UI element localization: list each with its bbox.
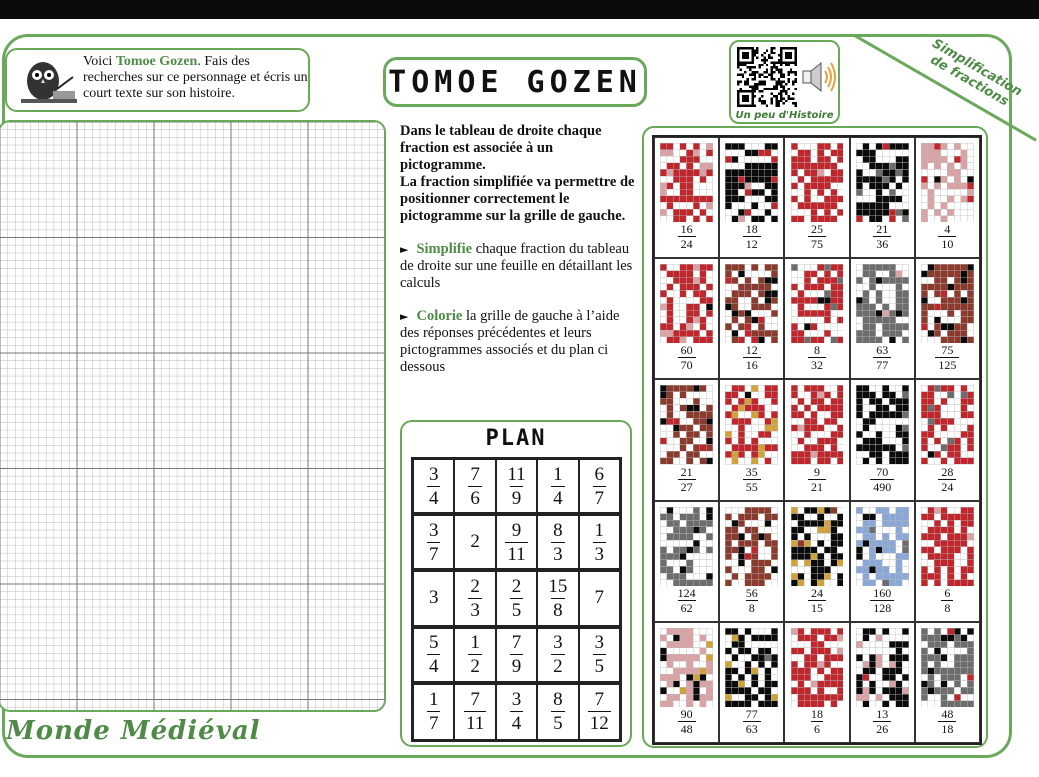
pictogram-cell — [719, 137, 784, 258]
pictogram-fraction: 48 18 — [938, 708, 956, 735]
pictogram-image — [921, 628, 974, 707]
pictogram-image — [660, 385, 713, 464]
pictogram-cell — [654, 501, 719, 622]
pictogram-cell — [654, 258, 719, 379]
pictogram-image — [791, 507, 844, 586]
owl-scholar-icon — [13, 55, 81, 107]
plan-cell: $\frac{8}{5}$ — [537, 684, 578, 740]
pictogram-image — [856, 385, 909, 464]
pictogram-fraction: 124 62 — [677, 585, 696, 615]
plan-cell: $\frac{2}{3}$ — [454, 571, 495, 627]
pictogram-fraction: 21 36 — [873, 223, 891, 250]
plan-cell: $\frac{3}{4}$ — [413, 459, 454, 515]
pictogram-fraction: 56 8 — [745, 585, 758, 615]
intro-box — [5, 48, 310, 112]
pictogram-cell — [719, 379, 784, 500]
pictogram-cell — [784, 501, 849, 622]
instruction-purpose: La fraction simplifiée va permettre de positionner correctement le pictogramme sur la grille de gauche. — [400, 174, 635, 224]
pictogram-image — [660, 507, 713, 586]
pictogram-fraction: 77 63 — [743, 708, 761, 735]
plan-cell: $\frac{3}{7}$ — [413, 515, 454, 571]
pictogram-cell — [654, 137, 719, 258]
pictogram-image — [660, 628, 713, 707]
coloring-grid[interactable] — [0, 120, 386, 712]
qr-code-icon[interactable] — [737, 47, 797, 107]
pictogram-cell — [719, 258, 784, 379]
pictogram-image — [791, 385, 844, 464]
pictogram-fraction: 25 75 — [808, 223, 826, 250]
pictogram-fraction: 60 70 — [678, 344, 696, 371]
pictogram-fraction: 6 8 — [941, 587, 953, 614]
pictogram-table — [652, 135, 982, 745]
plan-cell: $\frac{3}{5}$ — [579, 628, 620, 684]
plan-cell: $\frac{2}{5}$ — [496, 571, 537, 627]
qr-caption: Un peu d'Histoire — [735, 110, 834, 121]
pictogram-fraction: 16 24 — [678, 223, 696, 250]
pictogram-fraction: 13 26 — [873, 708, 891, 735]
pictogram-cell — [915, 622, 980, 743]
instruction-intro: Dans le tableau de droite chaque fraction est associée à un pictogramme. — [400, 123, 602, 173]
speaker-icon[interactable] — [799, 57, 839, 97]
instruction-color: ► Colorie la grille de gauche à l’aide des réponses précédentes et leurs pictogrammes associés et du plan ci dessous — [400, 308, 620, 375]
pictogram-image — [791, 264, 844, 343]
pictogram-image — [725, 507, 778, 586]
pictogram-fraction: 4 10 — [938, 223, 956, 250]
pictogram-fraction: 8 32 — [808, 344, 826, 371]
plan-cell: $\frac{1}{7}$ — [413, 684, 454, 740]
title-box — [383, 57, 647, 107]
pictogram-image — [921, 264, 974, 343]
plan-cell: $\frac{15}{8}$ — [537, 571, 578, 627]
pictogram-image — [725, 264, 778, 343]
pictogram-fraction: 18 6 — [810, 706, 823, 736]
pictogram-image — [856, 628, 909, 707]
pictogram-cell — [850, 622, 915, 743]
plan-cell: $\frac{5}{4}$ — [413, 628, 454, 684]
pictogram-image — [725, 628, 778, 707]
pictogram-image — [660, 264, 713, 343]
brand-title: Monde Médiéval — [6, 716, 261, 746]
pictogram-cell — [719, 622, 784, 743]
plan-cell: $\frac{1}{4}$ — [537, 459, 578, 515]
plan-cell: $\frac{7}{9}$ — [496, 628, 537, 684]
plan-cell: $\frac{1}{3}$ — [579, 515, 620, 571]
pictogram-fraction: 21 27 — [678, 466, 696, 493]
plan-table — [411, 457, 622, 742]
pictogram-image — [660, 143, 713, 222]
pictogram-image — [856, 507, 909, 586]
pictogram-cell — [850, 379, 915, 500]
pictogram-cell — [850, 258, 915, 379]
plan-title: PLAN — [485, 426, 547, 451]
top-bar — [0, 0, 1039, 19]
plan-cell: $\frac{3}{2}$ — [537, 628, 578, 684]
qr-audio-box[interactable] — [729, 40, 840, 124]
intro-text: Voici Tomoe Gozen. Fais des recherches sur ce personnage et écris un court texte sur son histoire. — [83, 54, 308, 101]
pictogram-fraction: 63 77 — [873, 344, 891, 371]
corner-label: Simplification de fractions — [927, 36, 1025, 110]
pictogram-cell — [784, 258, 849, 379]
pictogram-cell — [719, 501, 784, 622]
pictogram-fraction: 70 490 — [870, 466, 894, 493]
pictogram-fraction: 12 16 — [743, 344, 761, 371]
plan-cell: 3 — [413, 571, 454, 627]
pictogram-fraction: 9 21 — [808, 466, 826, 493]
pictogram-cell — [915, 258, 980, 379]
pictogram-cell — [654, 622, 719, 743]
pictogram-cell — [784, 379, 849, 500]
pictogram-image — [725, 143, 778, 222]
page-title: TOMOE GOZEN — [388, 64, 642, 100]
plan-cell: $\frac{3}{4}$ — [496, 684, 537, 740]
pictogram-image — [921, 507, 974, 586]
plan-cell: 2 — [454, 515, 495, 571]
plan-cell: $\frac{7}{11}$ — [454, 684, 495, 740]
plan-box — [400, 420, 632, 747]
pictogram-cell — [915, 137, 980, 258]
pictogram-cell — [784, 622, 849, 743]
pictogram-box — [642, 126, 988, 748]
pictogram-image — [725, 385, 778, 464]
instruction-simplify: ► Simplifie chaque fraction du tableau de droite sur une feuille en détaillant les calculs — [400, 241, 633, 291]
pictogram-fraction: 24 15 — [808, 587, 826, 614]
pictogram-cell — [915, 501, 980, 622]
pictogram-image — [791, 628, 844, 707]
pictogram-fraction: 18 12 — [743, 223, 761, 250]
plan-cell: $\frac{9}{11}$ — [496, 515, 537, 571]
pictogram-image — [921, 143, 974, 222]
coloring-grid-lines — [0, 122, 386, 712]
pictogram-cell — [850, 137, 915, 258]
character-name: Tomoe Gozen — [115, 54, 198, 69]
pictogram-fraction: 35 55 — [743, 466, 761, 493]
pictogram-cell — [784, 137, 849, 258]
plan-cell: $\frac{7}{12}$ — [579, 684, 620, 740]
pictogram-fraction: 28 24 — [938, 466, 956, 493]
pictogram-cell — [654, 379, 719, 500]
pictogram-image — [856, 143, 909, 222]
plan-cell: $\frac{6}{7}$ — [579, 459, 620, 515]
pictogram-fraction: 90 48 — [678, 708, 696, 735]
pictogram-cell — [915, 379, 980, 500]
pictogram-cell — [850, 501, 915, 622]
plan-cell: $\frac{1}{2}$ — [454, 628, 495, 684]
pictogram-image — [921, 385, 974, 464]
instructions — [400, 123, 637, 376]
plan-cell: $\frac{8}{3}$ — [537, 515, 578, 571]
pictogram-fraction: 160 128 — [870, 587, 894, 614]
plan-cell: $\frac{11}{9}$ — [496, 459, 537, 515]
plan-cell: $\frac{7}{6}$ — [454, 459, 495, 515]
pictogram-image — [856, 264, 909, 343]
plan-cell: 7 — [579, 571, 620, 627]
pictogram-fraction: 75 125 — [935, 344, 959, 371]
pictogram-image — [791, 143, 844, 222]
